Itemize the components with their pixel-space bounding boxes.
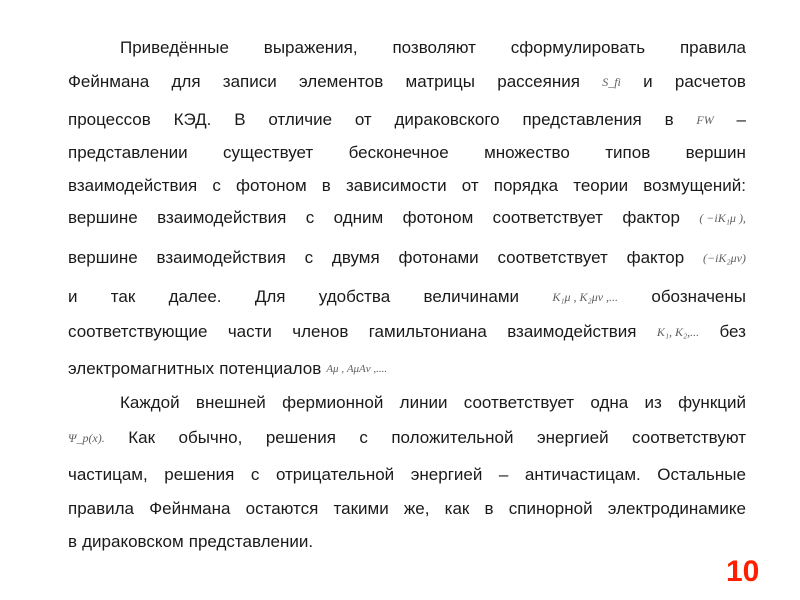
word: в: [484, 499, 494, 518]
formula-k1-k2: K₁, K₂,...: [656, 325, 700, 339]
word: с: [250, 465, 260, 484]
word: взаимодействия: [156, 248, 286, 267]
word: рассеяния: [497, 72, 580, 91]
word: вершин: [685, 143, 746, 162]
word: –: [498, 465, 509, 484]
word: одним: [333, 208, 384, 227]
word: электромагнитных: [68, 359, 215, 378]
word: правила: [68, 499, 135, 518]
word: с: [305, 208, 315, 227]
word: двумя: [331, 248, 380, 267]
word: фотоном: [402, 208, 474, 227]
word: Как: [128, 428, 156, 447]
word: линии: [399, 393, 448, 412]
formula-k1mu: ( −iK₁μ ),: [699, 211, 746, 225]
word: фактор: [626, 248, 685, 267]
word: –: [736, 110, 746, 129]
word: КЭД.: [173, 110, 212, 129]
word: обозначены: [651, 287, 746, 306]
word: соответствует: [463, 393, 575, 412]
word: энергией: [536, 428, 609, 447]
word: функций: [678, 393, 746, 412]
word: позволяют: [392, 38, 476, 57]
word: матрицы: [405, 72, 476, 91]
word: возмущений:: [643, 176, 746, 195]
word: соответствует: [492, 208, 603, 227]
word: расчетов: [674, 72, 746, 91]
word: положительной: [391, 428, 514, 447]
word: фотонами: [398, 248, 479, 267]
word: Каждой: [120, 393, 180, 412]
para1-line9: [68, 318, 746, 346]
word: фотоном: [236, 176, 307, 195]
word: отрицательной: [275, 465, 395, 484]
word: вершине: [68, 248, 138, 267]
word: процессов: [68, 110, 151, 129]
formula-fw: FW: [696, 113, 714, 127]
word: отличие: [268, 110, 333, 129]
word: взаимодействия: [68, 176, 198, 195]
word: гамильтониана: [368, 322, 487, 341]
word: с: [359, 428, 368, 447]
para1-line6: [68, 204, 746, 232]
word: представлении: [68, 143, 188, 162]
formula-s-fi: S_fi: [602, 75, 621, 89]
para2-line4: [68, 495, 746, 523]
word: далее.: [168, 287, 222, 306]
word: соответствующие: [68, 322, 208, 341]
word: потенциалов: [219, 359, 322, 378]
formula-potentials: Aμ , AμAν ,....: [326, 363, 388, 375]
word: внешней: [195, 393, 266, 412]
word: величинами: [423, 287, 520, 306]
word: античастицам.: [524, 465, 641, 484]
para2-line1: [120, 389, 746, 417]
word: сформулировать: [510, 38, 646, 57]
word: Для: [254, 287, 286, 306]
word: для: [171, 72, 201, 91]
word: электродинамике: [607, 499, 746, 518]
word: представлении.: [188, 532, 314, 551]
word: множество: [484, 143, 570, 162]
word: от: [461, 176, 479, 195]
word: дираковского: [394, 110, 500, 129]
word: решения: [164, 465, 235, 484]
word: записи: [222, 72, 277, 91]
word: же,: [403, 499, 430, 518]
word: как: [444, 499, 470, 518]
word: соответствует: [497, 248, 608, 267]
word: Остальные: [657, 465, 746, 484]
page-number: 10: [726, 555, 760, 588]
para1-line2: [68, 68, 746, 96]
para1-line8: [68, 283, 746, 311]
word: части: [227, 322, 272, 341]
para1-line10: [68, 355, 746, 383]
word: взаимодействия: [507, 322, 637, 341]
word: взаимодействия: [157, 208, 287, 227]
word: членов: [292, 322, 349, 341]
word: из: [644, 393, 662, 412]
word: фермионной: [282, 393, 384, 412]
para2-line5: [68, 528, 746, 556]
formula-psi: Ψ_p(x).: [68, 431, 105, 445]
word: дираковском: [82, 532, 184, 551]
word: обычно,: [178, 428, 243, 447]
word: остаются: [245, 499, 319, 518]
para1-line1: [120, 34, 746, 62]
word: Приведённые: [120, 38, 229, 57]
word: такими: [333, 499, 389, 518]
word: энергией: [410, 465, 483, 484]
word: порядка: [493, 176, 559, 195]
word: Фейнмана: [68, 72, 150, 91]
word: без: [719, 322, 746, 341]
word: от: [354, 110, 372, 129]
para1-line5: [68, 172, 746, 200]
word: зависимости: [345, 176, 447, 195]
para1-line3: [68, 106, 746, 134]
word: фактор: [622, 208, 680, 227]
word: удобства: [318, 287, 391, 306]
word: правила: [679, 38, 746, 57]
word: Фейнмана: [149, 499, 231, 518]
word: вершине: [68, 208, 138, 227]
word: в: [664, 110, 674, 129]
word: в: [321, 176, 331, 195]
word: решения: [265, 428, 336, 447]
word: представления: [522, 110, 642, 129]
word: и: [643, 72, 653, 91]
formula-k1mu-k2munu: K₁μ , K₂μν ,...: [552, 290, 619, 304]
word: одна: [590, 393, 629, 412]
word: спинорной: [508, 499, 593, 518]
para1-line7: [68, 244, 746, 272]
word: так: [110, 287, 136, 306]
word: с: [212, 176, 221, 195]
word: с: [304, 248, 314, 267]
word: выражения,: [263, 38, 358, 57]
word: типов: [605, 143, 651, 162]
word: В: [234, 110, 246, 129]
word: элементов: [299, 72, 384, 91]
word: в: [68, 532, 78, 551]
word: существует: [223, 143, 314, 162]
para1-line4: [68, 139, 746, 167]
word: частицам,: [68, 465, 148, 484]
word: теории: [573, 176, 629, 195]
formula-k2munu: (−iK₂μν): [702, 251, 746, 265]
word: соответствуют: [632, 428, 746, 447]
word: и: [68, 287, 78, 306]
word: бесконечное: [348, 143, 449, 162]
para2-line3: [68, 461, 746, 489]
para2-line2: [68, 424, 746, 452]
